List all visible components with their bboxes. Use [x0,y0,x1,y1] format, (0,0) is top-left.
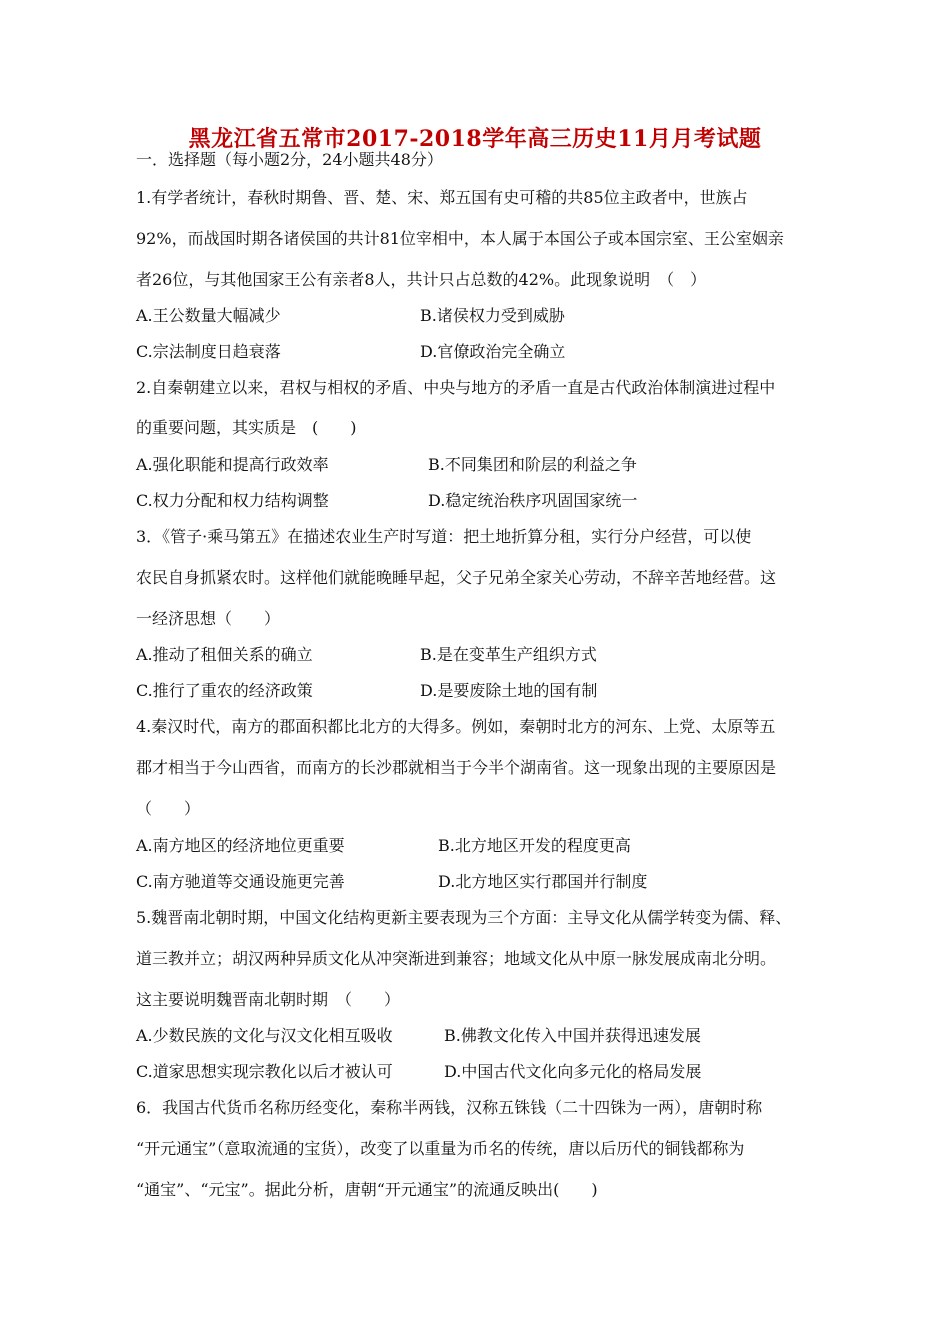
q6-line-3: “通宝”、“元宝”。据此分析，唐朝“开元通宝”的流通反映出( ) [136,1180,598,1199]
q1-line-2: 92%，而战国时期各诸侯国的共计81位宰相中，本人属于本国公子或本国宗室、王公室姻亲 [136,229,784,248]
q4-option-d: D.北方地区实行郡国并行制度 [438,872,648,891]
q2-line-1: 2.自秦朝建立以来，君权与相权的矛盾、中央与地方的矛盾一直是古代政治体制演进过程中 [136,378,776,397]
section-heading: 一．选择题（每小题2分，24小题共48分） [136,150,443,169]
q6-line-2: “开元通宝”（意取流通的宝货），改变了以重量为币名的传统，唐以后历代的铜钱都称为 [136,1139,745,1158]
q5-line-1: 5.魏晋南北朝时期，中国文化结构更新主要表现为三个方面：主导文化从儒学转变为儒、释、 [136,908,792,927]
q2-option-c: C.权力分配和权力结构调整 [136,491,329,510]
q1-line-3: 者26位，与其他国家王公有亲者8人，共计只占总数的42%。此现象说明 （ ） [136,270,707,289]
q3-line-3: 一经济思想（ ） [136,609,281,628]
q1-option-d: D.官僚政治完全确立 [420,342,566,361]
q2-option-a: A.强化职能和提高行政效率 [136,455,329,474]
q4-line-2: 郡才相当于今山西省，而南方的长沙郡就相当于今半个湖南省。这一现象出现的主要原因是 [136,758,777,777]
q1-option-a: A.王公数量大幅减少 [136,306,281,325]
q5-option-b: B.佛教文化传入中国并获得迅速发展 [444,1026,701,1045]
q5-option-a: A.少数民族的文化与汉文化相互吸收 [136,1026,393,1045]
q5-option-d: D.中国古代文化向多元化的格局发展 [444,1062,702,1081]
q3-line-1: 3．《管子·乘马第五》在描述农业生产时写道：把土地折算分租，实行分户经营，可以使 [136,527,752,546]
q3-option-b: B.是在变革生产组织方式 [420,645,597,664]
q3-line-2: 农民自身抓紧农时。这样他们就能晚睡早起，父子兄弟全家关心劳动，不辞辛苦地经营。这 [136,568,777,587]
exam-title: 黑龙江省五常市2017-2018学年高三历史11月月考试题 [188,126,762,152]
q3-option-c: C.推行了重农的经济政策 [136,681,313,700]
q4-option-b: B.北方地区开发的程度更高 [438,836,631,855]
q2-option-d: D.稳定统治秩序巩固国家统一 [428,491,638,510]
q3-option-d: D.是要废除土地的国有制 [420,681,598,700]
q5-line-3: 这主要说明魏晋南北朝时期 （ ） [136,990,401,1009]
q5-line-2: 道三教并立；胡汉两种异质文化从冲突渐进到兼容；地域文化从中原一脉发展成南北分明。 [136,949,777,968]
q3-option-a: A.推动了租佃关系的确立 [136,645,313,664]
q2-option-b: B.不同集团和阶层的利益之争 [428,455,637,474]
q6-line-1: 6．我国古代货币名称历经变化，秦称半两钱，汉称五铢钱（二十四铢为一两），唐朝时称 [136,1098,763,1117]
q2-line-2: 的重要问题，其实质是 ( ) [136,418,357,437]
q4-option-c: C.南方驰道等交通设施更完善 [136,872,345,891]
q1-line-1: 1.有学者统计，春秋时期鲁、晋、楚、宋、郑五国有史可稽的共85位主政者中，世族占 [136,188,748,207]
q4-line-3: （ ） [136,799,201,818]
q4-line-1: 4.秦汉时代，南方的郡面积都比北方的大得多。例如，秦朝时北方的河东、上党、太原等五 [136,717,776,736]
q4-option-a: A.南方地区的经济地位更重要 [136,836,345,855]
q1-option-c: C.宗法制度日趋衰落 [136,342,281,361]
q5-option-c: C.道家思想实现宗教化以后才被认可 [136,1062,393,1081]
q1-option-b: B.诸侯权力受到威胁 [420,306,565,325]
